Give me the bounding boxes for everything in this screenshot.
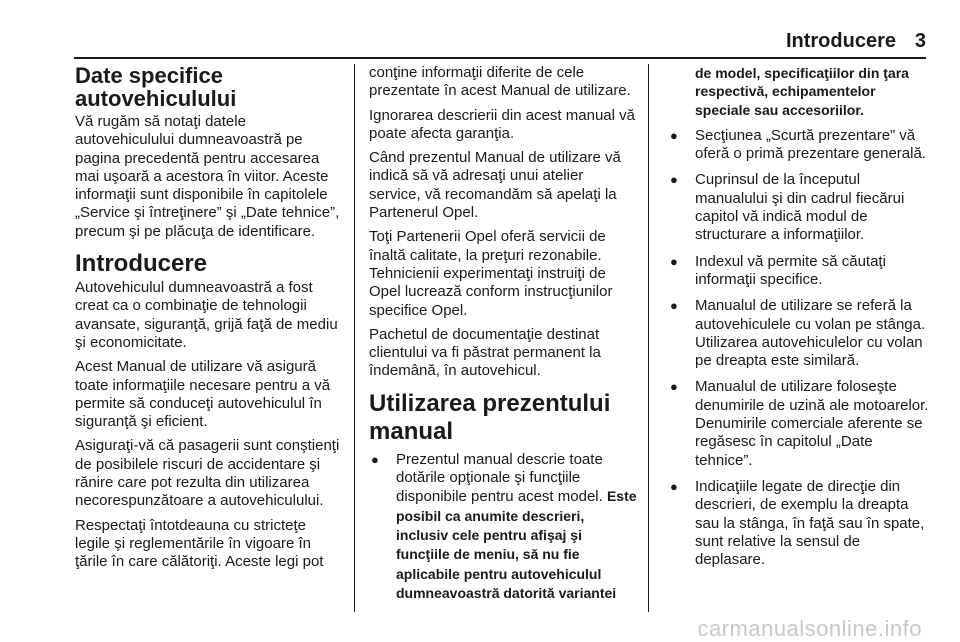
paragraph: Toţi Partenerii Opel oferă servicii de înaltă calitate, la preţuri rezonabile. Tehnicienii experimentaţi instruiţi de Opel lucrează conform instrucţiunilor specifice Opel. [369, 228, 613, 319]
column-divider-1 [354, 64, 355, 612]
bullet-continuation-bold: de model, specificaţiilor din ţara respectivă, echipamentelor speciale sau accesoriilor. [695, 65, 909, 118]
paragraph: conţine informaţii diferite de cele prezentate în acest Manual de utilizare. [369, 64, 631, 100]
list-item: ● Manualul de utilizare foloseşte denumirile de uzină ale motoarelor. Denumirile comerciale aferente se regăsesc în capitolul „Date tehnice”. [668, 378, 930, 469]
bullet-list [369, 451, 637, 603]
watermark: carmanualsonline.info [697, 616, 922, 641]
paragraph: Ignorarea descrierii din acest manual vă poate afecta garanţia. [369, 106, 635, 142]
page-header [0, 0, 960, 62]
column-divider-2 [648, 64, 649, 612]
section-heading-using-manual: Utilizarea prezentului manual [369, 389, 611, 445]
list-item: ● Indexul vă permite să căutaţi informaţii specifice. [668, 253, 930, 290]
list-item: ● Secţiunea „Scurtă prezentare” vă oferă o primă prezentare generală. [668, 127, 930, 164]
list-item: ● Indicaţiile legate de direcţie din descrieri, de exemplu la dreapta sau la stânga, în faţă sau în spate, sunt relative la sensul de deplasare. [668, 478, 930, 569]
column-1 [75, 64, 343, 578]
paragraph: Respectaţi întotdeauna cu stricteţe legile şi reglementările în vigoare în ţările în care călătoriţi. Aceste legi pot [75, 516, 324, 571]
paragraph: Acest Manual de utilizare vă asigură toate informaţiile necesare pentru a vă permite să conduceţi autovehiculul în siguranţă şi eficient. [75, 358, 331, 431]
page-number: 3 [914, 30, 926, 52]
paragraph: Asiguraţi-vă că pasagerii sunt conştienţi de posibilele riscuri de accidentare şi rănire care pot rezulta din utilizarea necorespunzătoare a autovehiculului. [75, 437, 340, 510]
list-item [369, 451, 637, 603]
page-title: Introducere [785, 30, 896, 52]
paragraph: Autovehiculul dumneavoastră a fost creat ca o combinaţie de tehnologii avansate, siguranţă, grijă faţă de mediu şi economicitate. [75, 279, 338, 351]
paragraph: Pachetul de documentaţie destinat clientului va fi păstrat permanent la îndemână, în autovehicul. [369, 325, 601, 380]
bullet-text: Prezentul manual descrie toate dotările opţionale şi funcţiile disponibile pentru acest model. [396, 450, 603, 506]
section-heading-vehicle-data: Date specifice autovehiculului [75, 63, 237, 111]
bullet-text-bold: Este posibil ca anumite descrieri, inclusiv cele pentru afişaj şi funcţiile de meniu, să nu fie aplicabile pentru autovehiculul dumneavoastră datorită variantei [396, 488, 637, 601]
list-item: ● Cuprinsul de la începutul manualului şi din cadrul fiecărui capitol vă indică modul de structurare a informaţiilor. [668, 171, 930, 244]
section-heading-introduction: Introducere [75, 250, 208, 278]
paragraph: Vă rugăm să notaţi datele autovehiculului dumneavoastră pe pagina precedentă pentru accesarea mai uşoară a acestora în viitor. Aceste informaţii sunt disponibile în capitolele „Service şi întreţinere” şi „Date tehnice”, precum şi pe plăcuţa de identificare. [75, 113, 340, 240]
column-3 [668, 64, 930, 577]
header-rule [74, 57, 926, 59]
paragraph: Când prezentul Manual de utilizare vă indică să vă adresaţi unui atelier service, vă recomandăm să apelaţi la Partenerul Opel. [369, 149, 621, 222]
column-2 [369, 64, 637, 611]
bullet-list [668, 127, 930, 570]
list-item: ● Manualul de utilizare se referă la autovehiculele cu volan pe stânga. Utilizarea autovehiculelor cu volan pe dreapta este similară. [668, 297, 930, 370]
